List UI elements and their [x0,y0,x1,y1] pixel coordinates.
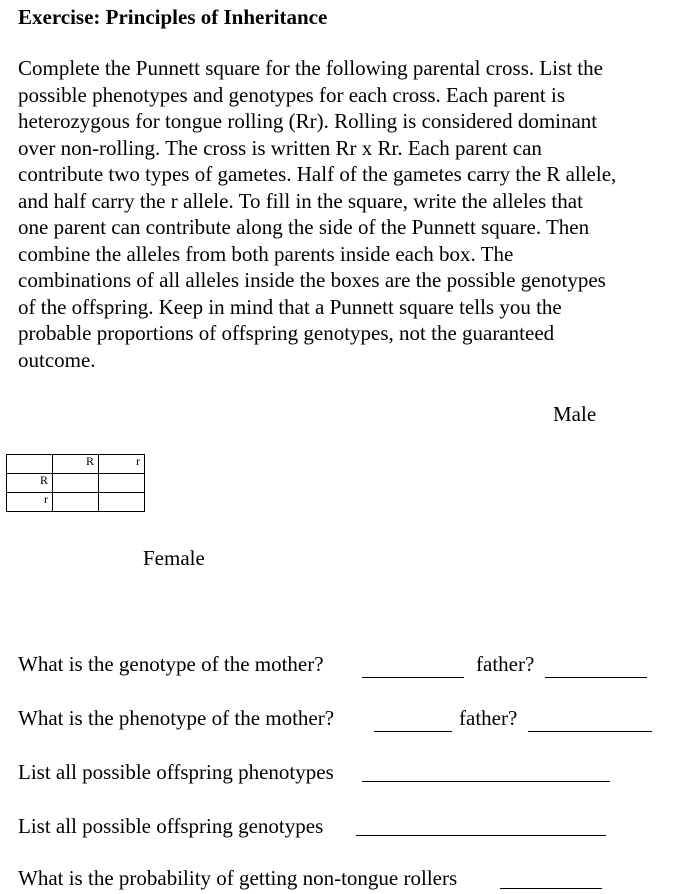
paragraph-line: combine the alleles from both parents inside each box. The [18,241,514,266]
punnett-side-cell [7,474,53,493]
paragraph-line: contribute two types of gametes. Half of the gametes carry the R allele, [18,162,617,186]
instructions-paragraph [18,55,677,373]
male-label: Male [553,402,597,426]
answer-blank-non-roller-probability[interactable] [500,888,602,889]
paragraph-line: Complete the Punnett square for the following parental cross. List the [18,56,603,80]
female-label: Female [143,546,205,570]
punnett-side-cell [7,493,53,512]
answer-blank-father-genotype[interactable] [545,677,647,678]
allele-label: R [39,473,48,487]
paragraph-line: heterozygous for tongue rolling (Rr). Rolling is considered dominant [18,109,598,133]
punnett-box[interactable] [53,474,99,493]
punnett-corner-cell [7,455,53,474]
answer-blank-offspring-genotypes[interactable] [356,835,606,836]
punnett-box[interactable] [99,493,145,512]
question-offspring-phenotypes: List all possible offspring phenotypes [18,760,334,784]
punnett-square [6,454,145,512]
paragraph-line: over non-rolling. The cross is written Rr x Rr. Each parent can [18,135,542,160]
answer-blank-offspring-phenotypes[interactable] [362,781,610,782]
page-title: Exercise: Principles of Inheritance [18,5,328,29]
question-mother-phenotype: What is the phenotype of the mother? [18,706,335,730]
answer-blank-mother-phenotype[interactable] [374,731,452,732]
punnett-box[interactable] [53,493,99,512]
paragraph-line: one parent can contribute along the side of the Punnett square. Then [18,215,590,239]
answer-blank-mother-genotype[interactable] [362,677,464,678]
allele-label: r [44,492,48,506]
question-offspring-genotypes: List all possible offspring genotypes [18,814,324,838]
question-mother-genotype: What is the genotype of the mother? [18,652,324,676]
paragraph-line: combinations of all alleles inside the boxes are the possible genotypes [18,268,606,292]
question-father-phenotype: father? [459,706,518,730]
allele-label: R [85,454,94,468]
paragraph-line: of the offspring. Keep in mind that a Punnett square tells you the [18,294,562,319]
question-non-roller-probability: What is the probability of getting non-tongue rollers [18,866,458,890]
punnett-box[interactable] [99,474,145,493]
punnett-header-cell [53,455,99,474]
question-father-genotype: father? [476,652,535,676]
paragraph-line: probable proportions of offspring genotypes, not the guaranteed [18,321,555,345]
paragraph-line: and half carry the r allele. To fill in the square, write the alleles that [18,188,583,213]
paragraph-line: outcome. [18,347,96,372]
paragraph-line: possible phenotypes and genotypes for each cross. Each parent is [18,82,566,107]
punnett-header-cell [99,455,145,474]
answer-blank-father-phenotype[interactable] [528,731,652,732]
allele-label: r [136,454,140,468]
